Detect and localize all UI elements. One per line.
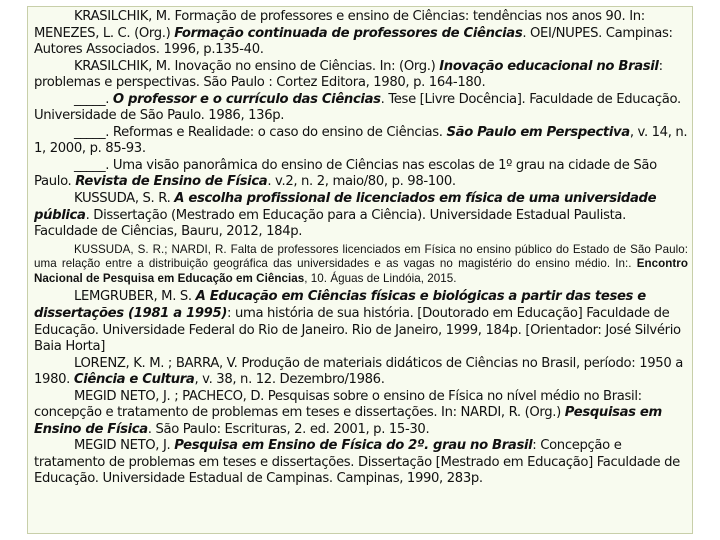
reference-text: KUSSUDA, S. R. (74, 191, 175, 207)
reference-text: : uma história de sua história. [Doutorado em Educação] Faculdade de Educação. Universidade Federal do Rio de Janeiro. Rio de Janeiro, 1999, 184p. [Orientador: José Silvério Baia Horta] (34, 305, 681, 355)
reference-text: _____. Reformas e Realidade: o caso do ensino de Ciências. (74, 124, 447, 140)
reference-entry (34, 59, 688, 92)
reference-text: _____. (74, 91, 113, 107)
reference-entry (34, 125, 688, 158)
reference-text: MEGID NETO, J. (74, 438, 175, 454)
reference-entry (34, 9, 688, 59)
reference-text: MEGID NETO, J. ; PACHECO, D. Pesquisas sobre o ensino de Física no nível médio no Brasil: concepção e tratamento de problemas em teses e dissertações. In: NARDI, R. (Org.) (34, 388, 642, 421)
reference-text: : problemas e perspectivas. São Paulo : Cortez Editora, 1980, p. 164-180. (34, 58, 663, 91)
reference-entry (34, 158, 688, 191)
reference-entry (34, 92, 688, 125)
reference-text: _____. Uma visão panorâmica do ensino de Ciências nas escolas de 1º grau na cidade de São Paulo. (34, 157, 657, 190)
reference-text: : Concepção e tratamento de problemas em teses e dissertações. Dissertação [Mestrado em Educação] Faculdade de Educação. Universidade Estadual de Campinas. Campinas, 1990, 283p. (34, 438, 680, 487)
reference-title: São Paulo em Perspectiva (446, 124, 630, 140)
reference-entry (34, 191, 688, 241)
reference-title: Revista de Ensino de Física (75, 174, 268, 190)
reference-entry (34, 438, 688, 488)
reference-text: . v.2, n. 2, maio/80, p. 98-100. (267, 174, 456, 190)
reference-text: KRASILCHIK, M. Inovação no ensino de Ciências. In: (Org.) (74, 58, 440, 74)
reference-entry (34, 389, 688, 439)
reference-title: A Educação em Ciências físicas e biológicas a partir das teses e dissertações (1981 a 1995) (34, 289, 646, 321)
reference-text: LEMGRUBER, M. S. (74, 289, 196, 305)
reference-entry (34, 289, 688, 355)
reference-title: Encontro Nacional de Pesquisa em Educação em Ciências (34, 257, 688, 285)
reference-text: KUSSUDA, S. R.; NARDI, R. Falta de professores licenciados em Física no ensino público do Estado de São Paulo: uma relação entre a distribuição geográfica das universidades e as vagas no magistério do ensino médio. In:. (34, 242, 688, 271)
reference-title: Inovação educacional no Brasil (439, 58, 659, 74)
reference-text: , 10. Águas de Lindóia, 2015. (304, 271, 457, 285)
reference-entry (34, 356, 688, 389)
reference-text: . OEI/NUPES. Campinas: Autores Associados. 1996, p.135-40. (34, 25, 673, 58)
reference-text: KRASILCHIK, M. Formação de professores e ensino de Ciências: tendências nos anos 90. In: MENEZES, L. C. (Org.) (34, 9, 645, 41)
reference-text: . Dissertação (Mestrado em Educação para a Ciência). Universidade Estadual Paulista. Faculdade de Ciências, Bauru, 2012, 184p. (34, 207, 626, 240)
reference-text: LORENZ, K. M. ; BARRA, V. Produção de materiais didáticos de Ciências no Brasil, período: 1950 a 1980. (34, 355, 683, 388)
reference-text: , v. 14, n. 1, 2000, p. 85-93. (34, 124, 688, 157)
reference-title: O professor e o currículo das Ciências (112, 91, 381, 107)
reference-text: , v. 38, n. 12. Dezembro/1986. (194, 372, 385, 388)
reference-title: A escolha profissional de licenciados em física de uma universidade pública (34, 191, 657, 223)
reference-text: . Tese [Livre Docência]. Faculdade de Educação. Universidade de São Paulo. 1986, 136p. (34, 91, 681, 124)
reference-entry (34, 243, 688, 287)
reference-title: Pesquisas em Ensino de Física (34, 405, 662, 437)
reference-title: Formação continuada de professores de Ciências (174, 25, 523, 41)
reference-title: Pesquisa em Ensino de Física do 2º. grau no Brasil (174, 438, 533, 454)
reference-list (34, 9, 688, 488)
reference-title: Ciência e Cultura (73, 372, 195, 388)
reference-text: . São Paulo: Escrituras, 2. ed. 2001, p. 15-30. (147, 421, 430, 437)
